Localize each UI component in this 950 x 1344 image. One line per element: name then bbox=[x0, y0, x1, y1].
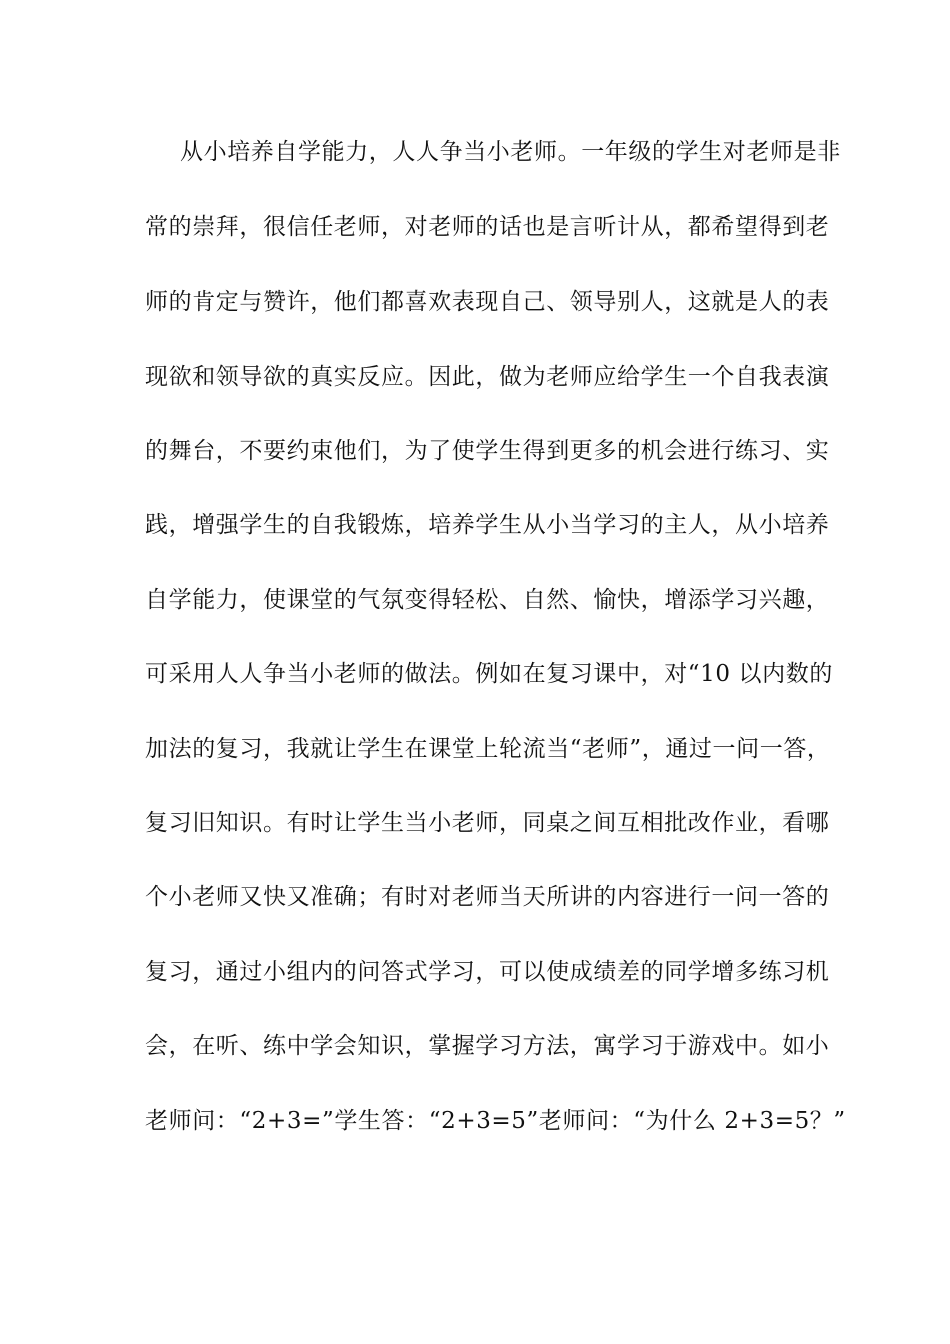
paragraph-line: 的舞台，不要约束他们，为了使学生得到更多的机会进行练习、实 bbox=[145, 438, 830, 464]
paragraph-line: 个小老师又快又准确；有时对老师当天所讲的内容进行一问一答的 bbox=[145, 884, 830, 910]
paragraph-line: 复习旧知识。有时让学生当小老师，同桌之间互相批改作业，看哪 bbox=[145, 810, 830, 836]
paragraph-line: 会，在听、练中学会知识，掌握学习方法，寓学习于游戏中。如小 bbox=[145, 1033, 830, 1059]
paragraph-line: 常的崇拜，很信任老师，对老师的话也是言听计从，都希望得到老 bbox=[145, 214, 830, 240]
paragraph-line: 现欲和领导欲的真实反应。因此，做为老师应给学生一个自我表演 bbox=[145, 364, 830, 390]
paragraph-line: 加法的复习，我就让学生在课堂上轮流当“老师”，通过一问一答， bbox=[145, 736, 831, 762]
paragraph-line: 践，增强学生的自我锻炼，培养学生从小当学习的主人，从小培养 bbox=[145, 512, 830, 538]
paragraph-line: 从小培养自学能力，人人争当小老师。一年级的学生对老师是非 bbox=[180, 139, 841, 165]
paragraph-line: 自学能力，使课堂的气氛变得轻松、自然、愉快，增添学习兴趣， bbox=[145, 587, 830, 613]
paragraph-line: 复习，通过小组内的问答式学习，可以使成绩差的同学增多练习机 bbox=[145, 959, 830, 985]
paragraph-line: 师的肯定与赞许，他们都喜欢表现自己、领导别人，这就是人的表 bbox=[145, 289, 830, 315]
paragraph-line: 可采用人人争当小老师的做法。例如在复习课中，对“10 以内数的 bbox=[145, 661, 833, 687]
paragraph-line: 老师问：“2+3=”学生答：“2+3=5”老师问：“为什么 2+3=5？” bbox=[145, 1108, 846, 1134]
